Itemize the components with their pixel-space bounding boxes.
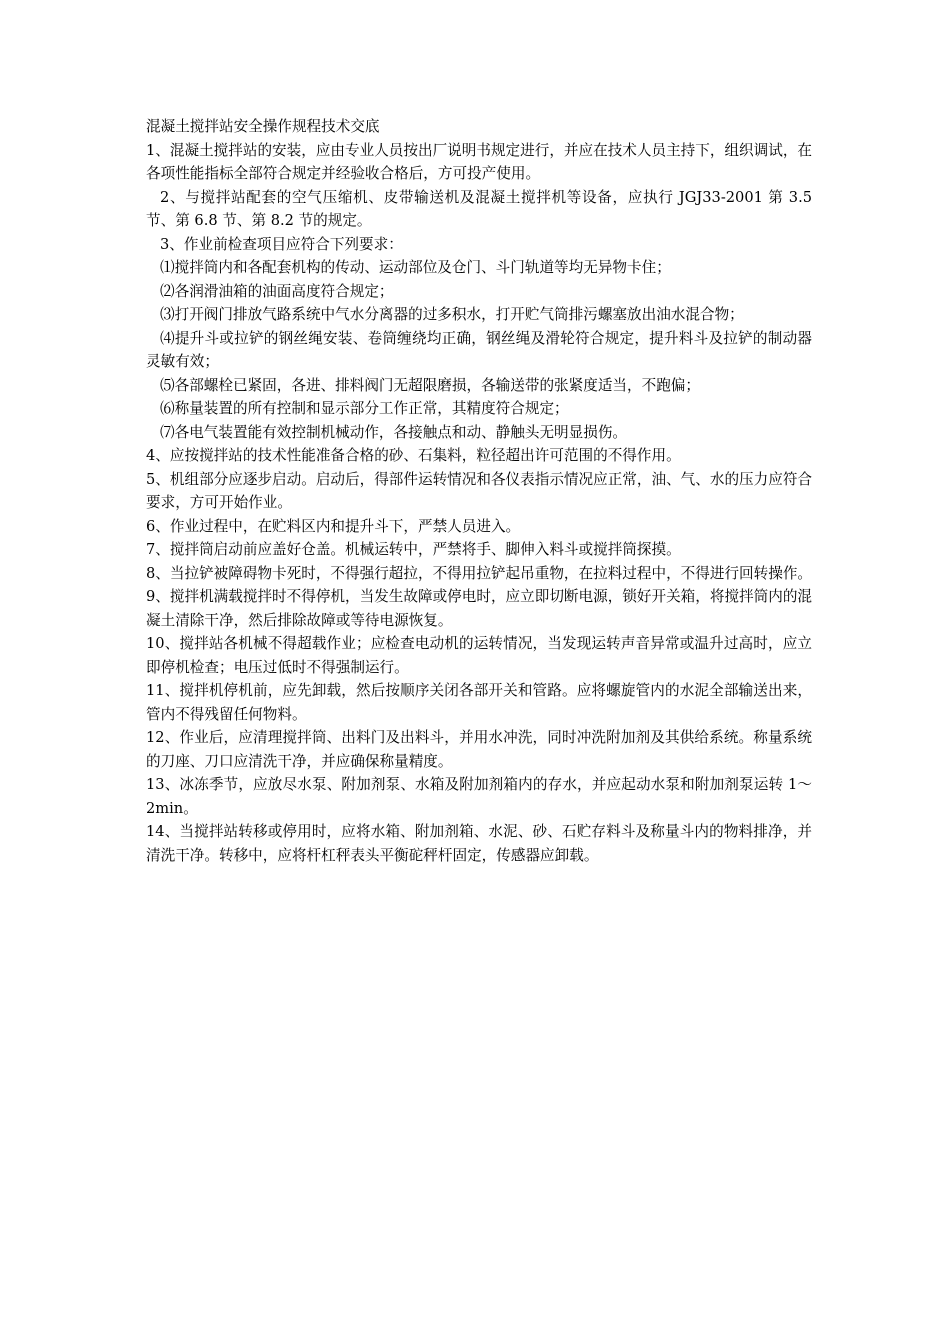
clause-14: 14、当搅拌站转移或停用时，应将水箱、附加剂箱、水泥、砂、石贮存料斗及称量斗内的物料排净，并清洗干净。转移中，应将杆杠秤表头平衡砣秤杆固定，传感器应卸载。	[146, 823, 812, 864]
clause-1: 1、混凝土搅拌站的安装，应由专业人员按出厂说明书规定进行，并应在技术人员主持下，组织调试，在各项性能指标全部符合规定并经验收合格后，方可投产使用。	[146, 141, 813, 182]
clause-3: 3、作业前检查项目应符合下列要求：	[160, 235, 403, 253]
clause-3-sub-3: ⑶打开阀门排放气路系统中气水分离器的过多积水，打开贮气筒排污螺塞放出油水混合物；	[160, 306, 744, 323]
clause-2: 2、与搅拌站配套的空气压缩机、皮带输送机及混凝土搅拌机等设备，应执行 JGJ33-2001 第 3.5 节、第 6.8 节、第 8.2 节的规定。	[146, 188, 812, 229]
clause-3-sub-4: ⑷提升斗或拉铲的钢丝绳安装、卷筒缠绕均正确，钢丝绳及滑轮符合规定，提升料斗及拉铲的制动器灵敏有效；	[146, 329, 812, 370]
clause-8: 8、当拉铲被障碍物卡死时，不得强行超拉，不得用拉铲起吊重物，在拉料过程中，不得进行回转操作。	[146, 564, 813, 582]
clause-3-sub-2: ⑵各润滑油箱的油面高度符合规定；	[160, 282, 394, 300]
clause-9: 9、搅拌机满载搅拌时不得停机，当发生故障或停电时，应立即切断电源，锁好开关箱，将搅拌筒内的混凝土清除干净，然后排除故障或等待电源恢复。	[146, 588, 813, 629]
clause-5: 5、机组部分应逐步启动。启动后，得部件运转情况和各仪表指示情况应正常，油、气、水的压力应符合要求，方可开始作业。	[146, 470, 813, 511]
clause-3-sub-1: ⑴搅拌筒内和各配套机构的传动、运动部位及仓门、斗门轨道等均无异物卡住；	[160, 259, 671, 276]
document-body	[146, 115, 812, 867]
clause-3-sub-6: ⑹称量装置的所有控制和显示部分工作正常，其精度符合规定；	[160, 400, 569, 417]
clause-12: 12、作业后，应清理搅拌筒、出料门及出料斗，并用水冲洗，同时冲洗附加剂及其供给系统。称量系统的刀座、刀口应清洗干净，并应确保称量精度。	[146, 729, 812, 770]
clause-3-sub-7: ⑺各电气装置能有效控制机械动作，各接触点和动、静触头无明显损伤。	[160, 423, 628, 441]
clause-11: 11、搅拌机停机前，应先卸载，然后按顺序关闭各部开关和管路。应将螺旋管内的水泥全部输送出来，管内不得残留任何物料。	[146, 682, 812, 723]
clause-13: 13、冰冻季节，应放尽水泵、附加剂泵、水箱及附加剂箱内的存水，并应起动水泵和附加剂泵运转 1～2min。	[146, 776, 812, 817]
clause-7: 7、搅拌筒启动前应盖好仓盖。机械运转中，严禁将手、脚伸入料斗或搅拌筒探摸。	[146, 541, 681, 558]
clause-10: 10、搅拌站各机械不得超载作业；应检查电动机的运转情况，当发现运转声音异常或温升过高时，应立即停机检查；电压过低时不得强制运行。	[146, 635, 812, 676]
clause-6: 6、作业过程中，在贮料区内和提升斗下，严禁人员进入。	[146, 517, 521, 535]
clause-4: 4、应按搅拌站的技术性能准备合格的砂、石集料，粒径超出许可范围的不得作用。	[146, 447, 681, 464]
document-title: 混凝土搅拌站安全操作规程技术交底	[146, 118, 380, 135]
clause-3-sub-5: ⑸各部螺栓已紧固，各进、排料阀门无超限磨损，各输送带的张紧度适当，不跑偏；	[160, 376, 700, 394]
